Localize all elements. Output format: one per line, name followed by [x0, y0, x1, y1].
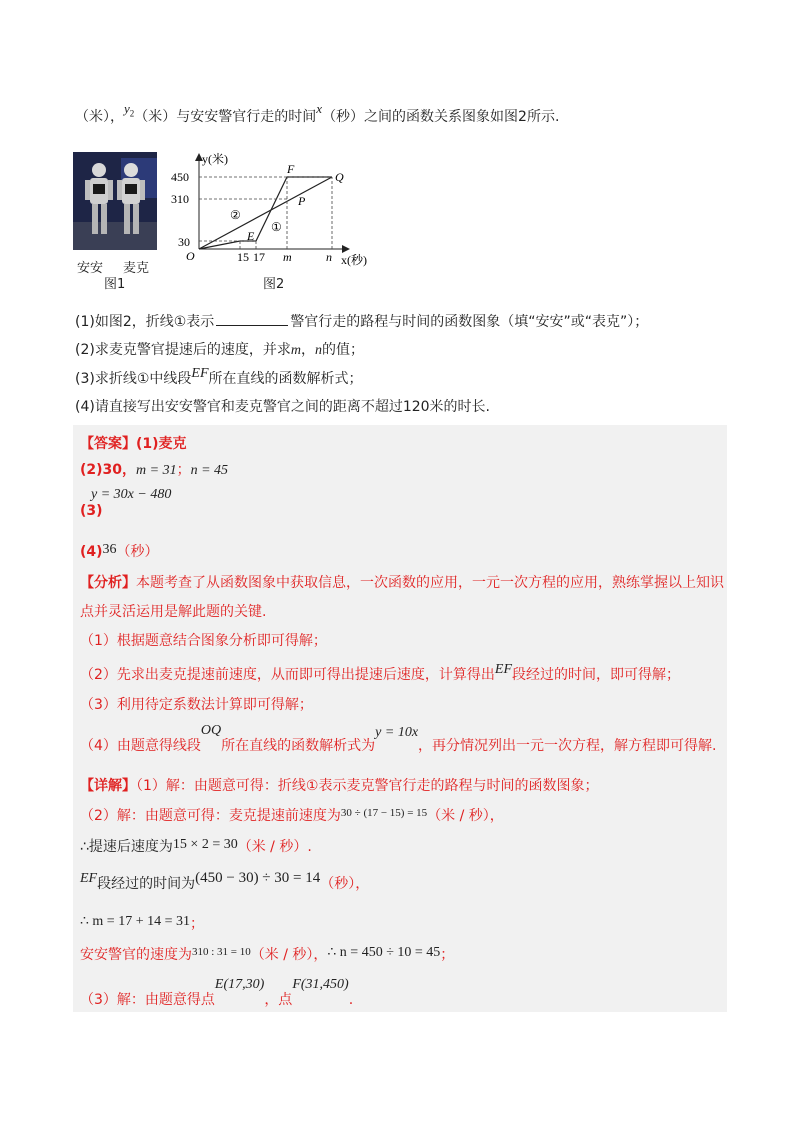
line-label-2: ②	[230, 208, 241, 222]
detail-line-4: EF段经过的时间为(450 − 30) ÷ 30 = 14（秒），	[80, 870, 370, 892]
x-axis-label: x(秒)	[341, 253, 367, 267]
x-tick-15: 15	[237, 250, 249, 264]
series-line-2	[199, 177, 332, 249]
intro-text-1: （米），	[75, 109, 124, 125]
detail-line-3: ∴提速后速度为15 × 2 = 30（米 / 秒）.	[80, 837, 312, 855]
robot-photo	[73, 152, 157, 250]
x-tick-m: m	[283, 250, 292, 264]
x-tick-n: n	[326, 250, 332, 264]
y-tick-30: 30	[178, 235, 190, 249]
detail-line-2: （2）解：由题意可得：麦克提速前速度为$^{30 \div (17 - 15) = 15}$（米 / 秒），	[80, 807, 504, 824]
point-E: E	[247, 229, 255, 243]
intro-y2: $y_2$	[124, 101, 135, 119]
figure1-caption: 图1	[104, 277, 126, 292]
answer-blank[interactable]	[216, 311, 288, 326]
analysis-step-3: （3）利用待定系数法计算即可得解；	[80, 697, 313, 713]
origin-label: O	[186, 249, 195, 263]
robot-label-maike: 麦克	[123, 261, 150, 276]
question-4: (4)请直接写出安安警官和麦克警官之间的距离不超过120米的时长.	[75, 399, 491, 415]
line-label-1: ①	[271, 220, 282, 234]
analysis-line-1: 【分析】本题考查了从函数图象中获取信息，一次函数的应用，一元一次方程的应用，熟练掌握以上知识	[80, 575, 724, 591]
y-tick-310: 310	[171, 192, 189, 206]
answer-4: (4)36（秒）	[80, 542, 159, 560]
detail-line-6: 安安警官的速度为$^{310 : 31 = 10}$（米 / 秒），∴ n = 450 ÷ 10 = 45；	[80, 945, 455, 963]
robot-photo-image	[73, 152, 157, 250]
analysis-step-1: （1）根据题意结合图象分析即可得解；	[80, 633, 327, 649]
intro-text-3: （秒）之间的函数关系图象如图2所示.	[322, 109, 560, 125]
figure2-caption: 图2	[263, 277, 285, 292]
intro-text-2: （米）与安安警官行走的时间	[134, 109, 317, 125]
answer-2: (2)30，m = 31；n = 45	[80, 462, 229, 478]
point-F: F	[287, 162, 295, 176]
analysis-step-4: （4）由题意得线段OQ所在直线的函数解析式为y = 10x，再分情况列出一元一次方程，解方程即可得解.	[80, 723, 717, 754]
answer-3-equation: y = 30x − 480	[91, 487, 172, 502]
x-tick-17: 17	[253, 250, 265, 264]
y-axis-label: y(米)	[202, 152, 228, 166]
question-2: (2)求麦克警官提速后的速度，并求m，n的值；	[75, 342, 364, 358]
point-P: P	[298, 194, 306, 208]
intro-x: x	[316, 101, 323, 116]
analysis-step-2: （2）先求出麦克提速前速度，从而即可得出提速后速度，计算得出EF段经过的时间，即可得解；	[80, 662, 681, 683]
answer-1: 【答案】(1)麦克	[80, 436, 187, 452]
question-1: (1)如图2，折线①表示 警官行走的路程与时间的函数图象（填“安安”或“表克”）；	[75, 311, 648, 331]
detail-line-7: （3）解：由题意得点E(17,30)，点F(31,450).	[80, 977, 354, 1008]
answer-3-number: (3)	[80, 503, 103, 519]
detail-line-1: 【详解】（1）解：由题意可得：折线①表示麦克警官行走的路程与时间的函数图象；	[80, 778, 599, 794]
analysis-line-2: 点并灵活运用是解此题的关键.	[80, 604, 267, 620]
function-graph	[170, 148, 380, 290]
robot-label-anan: 安安	[77, 261, 104, 276]
intro-line	[75, 101, 560, 127]
y-tick-450: 450	[171, 170, 189, 184]
detail-line-5: ∴ m = 17 + 14 = 31；	[80, 914, 204, 932]
question-3: (3)求折线①中线段EF所在直线的函数解析式；	[75, 366, 363, 387]
point-Q: Q	[335, 170, 344, 184]
